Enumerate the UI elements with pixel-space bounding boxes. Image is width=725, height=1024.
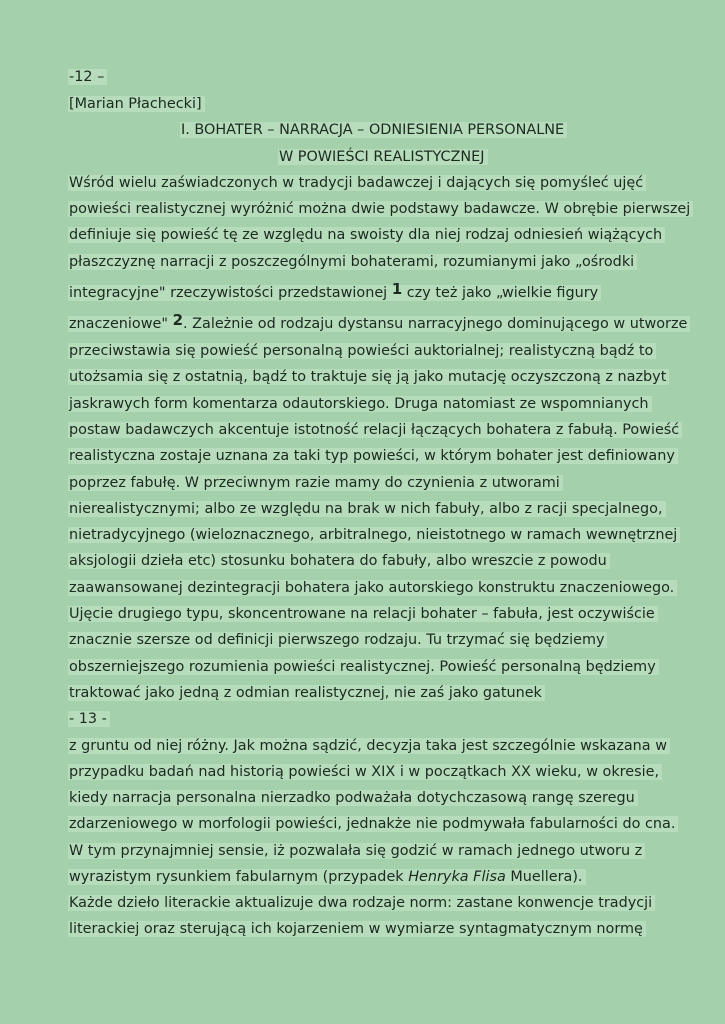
text-line: nietradycyjnego (wieloznacznego, arbitralnego, nieistotnego w ramach wewnętrznej [68,524,680,546]
text-line: znaczeniowe" 2. Zależnie od rodzaju dystansu narracyjnego dominującego w utworze [68,312,690,334]
text-line: poprzez fabułę. W przeciwnym razie mamy do czynienia z utworami [68,472,563,494]
text-line: przypadku badań nad historią powieści w XIX i w początkach XX wieku, w okresie, [68,761,662,783]
text-line: Wśród wielu zaświadczonych w tradycji badawczej i dających się pomyśleć ujęć [68,172,646,194]
text-line: definiuje się powieść tę ze względu na swoisty dla niej rodzaj odniesień wiążących [68,224,665,246]
text-line: powieści realistycznej wyróżnić można dwie podstawy badawcze. W obrębie pierwszej [68,198,693,220]
footnote-ref-2: 2 [172,311,183,329]
text-line: znacznie szersze od definicji pierwszego rodzaju. Tu trzymać się będziemy [68,629,607,651]
text-line: postaw badawczych akcentuje istotność relacji łączących bohatera z fabułą. Powieść [68,419,682,441]
text-line: kiedy narracja personalna nierzadko podważała dotychczasową rangę szeregu [68,787,638,809]
text-line: nierealistycznymi; albo ze względu na brak w nich fabuły, albo z racji specjalnego, [68,498,666,520]
text-line: utożsamia się z ostatnią, bądź to traktuje się ją jako mutację oczyszczoną z nazbyt [68,366,669,388]
text-line: W tym przynajmniej sensie, iż pozwalała się godzić w ramach jednego utworu z [68,840,645,862]
text-line: przeciwstawia się powieść personalną powieści auktorialnej; realistyczną bądź to [68,340,656,362]
author-name: [Marian Płachecki] [68,93,205,115]
text-line: z gruntu od niej różny. Jak można sądzić, decyzja taka jest szczególnie wskazana w [68,735,670,757]
text-line: obszerniejszego rozumienia powieści realistycznej. Powieść personalną będziemy [68,656,659,678]
text-line: traktować jako jedną z odmian realistycznej, nie zaś jako gatunek [68,682,545,704]
text-line: jaskrawych form komentarza odautorskiego. Druga natomiast ze wspomnianych [68,393,652,415]
text-line: integracyjne" rzeczywistości przedstawionej 1 czy też jako „wielkie figury [68,281,601,303]
page-number-mid: - 13 - [68,708,110,730]
text-line: realistyczna zostaje uznana za taki typ powieści, w którym bohater jest definiowany [68,445,678,467]
text-line: zdarzeniowego w morfologii powieści, jednakże nie podmywała fabularności do cna. [68,813,678,835]
italic-title: Henryka Flisa [408,869,506,885]
footnote-ref-1: 1 [391,280,403,298]
text-line: zaawansowanej dezintegracji bohatera jako autorskiego konstruktu znaczeniowego. [68,577,677,599]
text-line: literackiej oraz sterującą ich kojarzeniem w wymiarze syntagmatycznym normę [68,918,646,940]
chapter-subtitle: W POWIEŚCI REALISTYCZNEJ [278,146,488,168]
text-line: aksjologii dzieła etc) stosunku bohatera do fabuły, albo wreszcie z powodu [68,550,610,572]
text-line: Ujęcie drugiego typu, skoncentrowane na relacji bohater – fabuła, jest oczywiście [68,603,658,625]
page-number-top: -12 – [68,66,107,88]
text-line: wyrazistym rysunkiem fabularnym (przypadek Henryka Flisa Muellera). [68,866,586,888]
chapter-title: I. BOHATER – NARRACJA – ODNIESIENIA PERSONALNE [180,119,567,141]
text-line: płaszczyznę narracji z poszczególnymi bohaterami, rozumianymi jako „ośrodki [68,251,637,273]
text-line: Każde dzieło literackie aktualizuje dwa rodzaje norm: zastane konwencje tradycji [68,892,655,914]
